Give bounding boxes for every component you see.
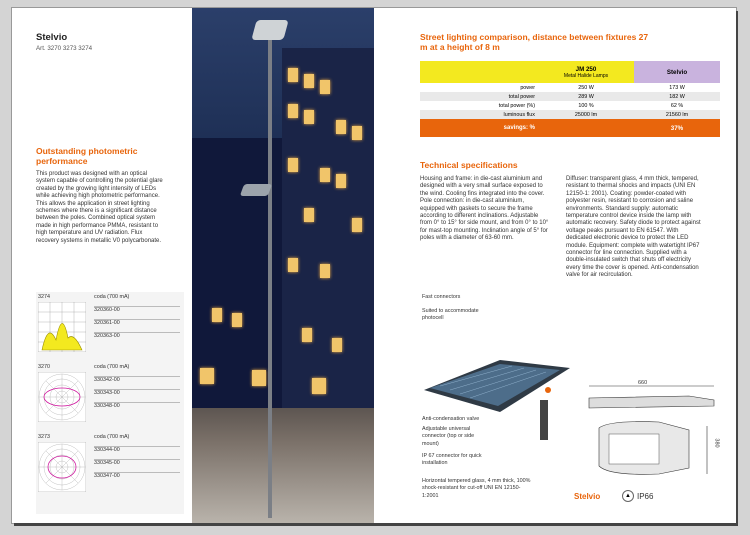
section-body: This product was designed with an optical system capable of controlling the potential glare created by the growing light intensity of LEDs while achieving high photometric performance. This allows the application in street lighting schemes where there is a significant distance between the poles. Combined optical system made in high performance PMMA, resistant to high temperature and UV radiation. Flux recovery systems in metallic V0 polycarbonate. xyxy=(36,171,163,244)
row-value: 182 W xyxy=(669,93,685,100)
tech-col2: Diffuser: transparent glass, 4 mm thick, tempered, resistant to thermal shocks and impacts (UNI EN 12150-1: 2001). Coating: powder-coated with polyester resin, resistant to corrosion and saline environments. Standard supply: automatic temperature control device inside the lamp with automatic recovery. Safety diode to protect against voltage peaks pursuant to EN 61547. With dedicated electronic device to protect the LED module. Equipment: complete with watertight IP67 connector for line connection. Supplied with a double-insulated switch that shuts off electricity every time the cover is opened. Anti-condensation valve for air recirculation. xyxy=(566,176,701,279)
row-label: total power (%) xyxy=(498,102,535,109)
code-item: coda (700 mA) xyxy=(94,294,130,300)
window xyxy=(304,208,314,222)
code-item: 320363-00 xyxy=(94,332,180,345)
row-value: 250 W xyxy=(578,84,594,91)
article-numbers: Art. 3270 3273 3274 xyxy=(36,45,93,52)
ip-badge xyxy=(622,490,653,502)
window xyxy=(304,74,314,88)
code-list xyxy=(94,294,180,345)
callout-universal-connector: Adjustable universal connector (top or side mount) xyxy=(422,426,475,447)
window xyxy=(336,174,346,188)
window xyxy=(352,126,362,140)
row-label: total power xyxy=(508,93,535,100)
window xyxy=(288,258,298,272)
savings-value: 37% xyxy=(670,124,684,132)
technical-drawing xyxy=(579,378,724,488)
street-lamp-photo xyxy=(192,8,374,523)
code-block-art: 3270 xyxy=(38,364,50,370)
lamp-head-top xyxy=(251,20,288,40)
row-value: 21560 lm xyxy=(665,111,689,118)
tech-col1: Housing and frame: in die-cast aluminium and designed with a very small surface exposed to the wind. Cooling fins integrated into the cover. Pole connection: in die-cast aluminium, equipped with gaskets to secure the frame according to different inclinations. Adjustable from 0° to 15° for side mount, and from 0° to 10° for mast-top mounting. Inclination angle of 5° for poles with a diameter of 63-60 mm. xyxy=(420,176,549,242)
row-value: 100 % xyxy=(578,102,594,109)
row-value: 25000 lm xyxy=(574,111,598,118)
dim-height: 380 xyxy=(713,438,720,448)
brochure-spread xyxy=(12,8,736,523)
col1-name: JM 250 xyxy=(575,65,597,73)
window xyxy=(320,168,330,182)
row-value: 62 % xyxy=(670,102,684,109)
code-item: 320360-00 xyxy=(94,306,180,319)
window xyxy=(212,308,222,322)
callout-anti-condensation: Anti-condensation valve xyxy=(422,416,480,422)
code-block-3274 xyxy=(36,292,184,358)
window xyxy=(200,368,214,384)
tech-heading: Technical specifications xyxy=(420,160,518,170)
photometric-codes xyxy=(36,292,184,514)
window xyxy=(320,264,330,278)
polar-diagram-3270 xyxy=(38,372,86,422)
product-label: Stelvio xyxy=(574,492,601,501)
window xyxy=(302,328,312,342)
window xyxy=(320,80,330,94)
window xyxy=(288,158,298,172)
table-row xyxy=(420,92,720,101)
window xyxy=(288,104,298,118)
comparison-table xyxy=(420,61,720,137)
code-list xyxy=(94,434,180,485)
code-list xyxy=(94,364,180,415)
code-item: 330348-00 xyxy=(94,402,180,415)
code-item: coda (700 mA) xyxy=(94,434,130,440)
callout-fast-connectors: Fast connectors xyxy=(422,294,461,300)
cert-icon: ▲ xyxy=(622,490,634,502)
table-col-stelvio: Stelvio xyxy=(634,61,720,83)
row-value: 173 W xyxy=(669,84,685,91)
window xyxy=(312,378,326,394)
table-header-row xyxy=(420,61,720,83)
window xyxy=(232,313,242,327)
window xyxy=(332,338,342,352)
callout-photocell: Suited to accommodate photocell xyxy=(422,308,479,322)
code-block-3273 xyxy=(36,432,184,498)
code-item: 330345-00 xyxy=(94,459,180,472)
product-title: Stelvio xyxy=(36,32,68,43)
right-page xyxy=(374,8,736,523)
savings-row xyxy=(420,119,720,137)
code-block-3270 xyxy=(36,362,184,428)
table-row xyxy=(420,83,720,92)
code-item: 330343-00 xyxy=(94,389,180,402)
code-item: 330342-00 xyxy=(94,376,180,389)
code-item: coda (700 mA) xyxy=(94,364,130,370)
lamp-pole xyxy=(268,38,272,518)
col1-sub: Metal Halide Lamps xyxy=(563,72,609,79)
code-item: 330344-00 xyxy=(94,446,180,459)
polar-diagram-3273 xyxy=(38,442,86,492)
lamp-head-mid xyxy=(240,184,272,196)
dim-width: 660 xyxy=(638,380,648,386)
row-value: 289 W xyxy=(578,93,594,100)
ip-rating: IP66 xyxy=(637,491,654,501)
table-row xyxy=(420,101,720,110)
code-block-art: 3274 xyxy=(38,294,50,300)
window xyxy=(252,370,266,386)
row-label: power xyxy=(520,84,535,91)
code-block-art: 3273 xyxy=(38,434,50,440)
section-heading: Outstanding photometric performance xyxy=(36,146,138,166)
table-col-jm250 xyxy=(538,61,634,83)
window xyxy=(352,218,362,232)
window xyxy=(288,68,298,82)
window xyxy=(304,110,314,124)
table-row xyxy=(420,110,720,119)
callout-ip67: IP 67 connector for quick installation xyxy=(422,453,482,467)
code-item: 330347-00 xyxy=(94,472,180,485)
window xyxy=(336,120,346,134)
code-item: 320361-00 xyxy=(94,319,180,332)
row-label: luminous flux xyxy=(503,111,535,118)
callout-glass: Horizontal tempered glass, 4 mm thick, 100% shock-resistant for cut-off UNI EN 12150-1:2001 xyxy=(422,478,531,499)
savings-label: savings: % xyxy=(503,125,535,131)
comparison-title: Street lighting comparison, distance between fixtures 27 m at a height of 8 m xyxy=(420,32,649,52)
left-page xyxy=(12,8,192,523)
polar-diagram-3274 xyxy=(38,302,86,352)
